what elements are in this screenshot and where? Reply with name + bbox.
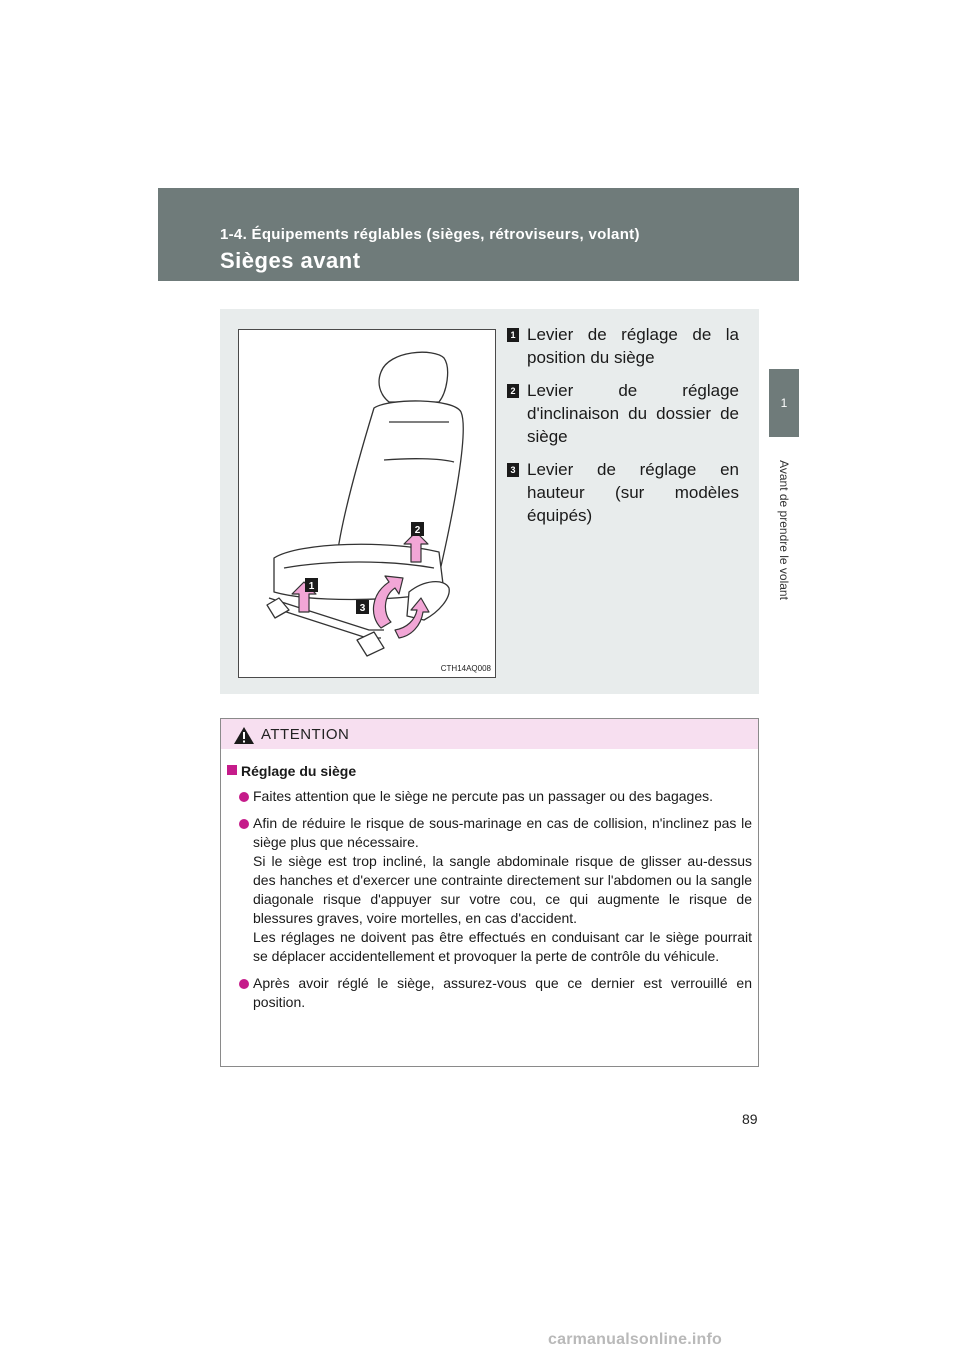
bullet-text: Les réglages ne doivent pas être effectués en conduisant car le siège pourrait se déplacer accidentellement et provoquer la perte de contrôle du véhicule. [253,929,752,964]
chapter-subtitle: 1-4. Équipements réglables (sièges, rétroviseurs, volant) [220,226,640,243]
legend-item [507,379,739,448]
warning-bullet [227,814,752,966]
bullet-text: Si le siège est trop incliné, la sangle abdominale risque de glisser au-dessus des hanches et d'exercer une contrainte directement sur l'abdomen ou la sangle diagonale risque d'appuyer sur votre cou, ce qui augmente le risque de blessures graves, voire mortelles, en cas d'accident. [253,853,752,926]
warning-body [221,749,758,1012]
bullet-text: Faites attention que le siège ne percute pas un passager ou des bagages. [253,788,713,804]
seat-drawing [239,330,495,677]
warning-section-title [227,763,752,779]
callout-number-3: 3 [359,603,366,614]
legend-number-badge: 3 [507,463,519,477]
section-header [158,188,799,281]
legend-number-badge: 1 [507,328,519,342]
warning-triangle-icon [233,726,255,745]
bullet-text: Afin de réduire le risque de sous-marinage en cas de collision, n'inclinez pas le siège plus que nécessaire. [253,815,752,850]
callout-number-1: 1 [308,581,315,592]
page-title: Sièges avant [220,248,361,273]
legend-item [507,323,739,369]
legend-text: Levier de réglage de la position du siège [527,325,739,367]
figure-code: CTH14AQ008 [440,664,491,673]
chapter-tab-number: 1 [769,369,799,437]
legend-text: Levier de réglage d'inclinaison du dossier de siège [527,381,739,446]
section-title-text: Réglage du siège [241,763,357,779]
circle-bullet-icon [239,819,249,829]
page-number: 89 [742,1111,758,1127]
chapter-tab-label: Avant de prendre le volant [777,460,791,600]
headrest [379,352,448,402]
warning-title: ATTENTION [261,726,350,743]
circle-bullet-icon [239,792,249,802]
illustration-panel [220,309,759,694]
seat-illustration [238,329,496,678]
square-bullet-icon [227,765,237,775]
warning-header [221,719,758,749]
circle-bullet-icon [239,979,249,989]
warning-bullet [227,974,752,1012]
bullet-text: Après avoir réglé le siège, assurez-vous que ce dernier est verrouillé en position. [253,975,752,1010]
watermark-footer: carmanualsonline.info [548,1331,723,1348]
legend-text: Levier de réglage en hauteur (sur modèles équipés) [527,460,739,525]
legend-item [507,458,739,527]
legend-number-badge: 2 [507,384,519,398]
warning-box [220,718,759,1067]
warning-bullet [227,787,752,806]
callout-number-2: 2 [414,525,421,536]
legend-list [507,323,739,537]
